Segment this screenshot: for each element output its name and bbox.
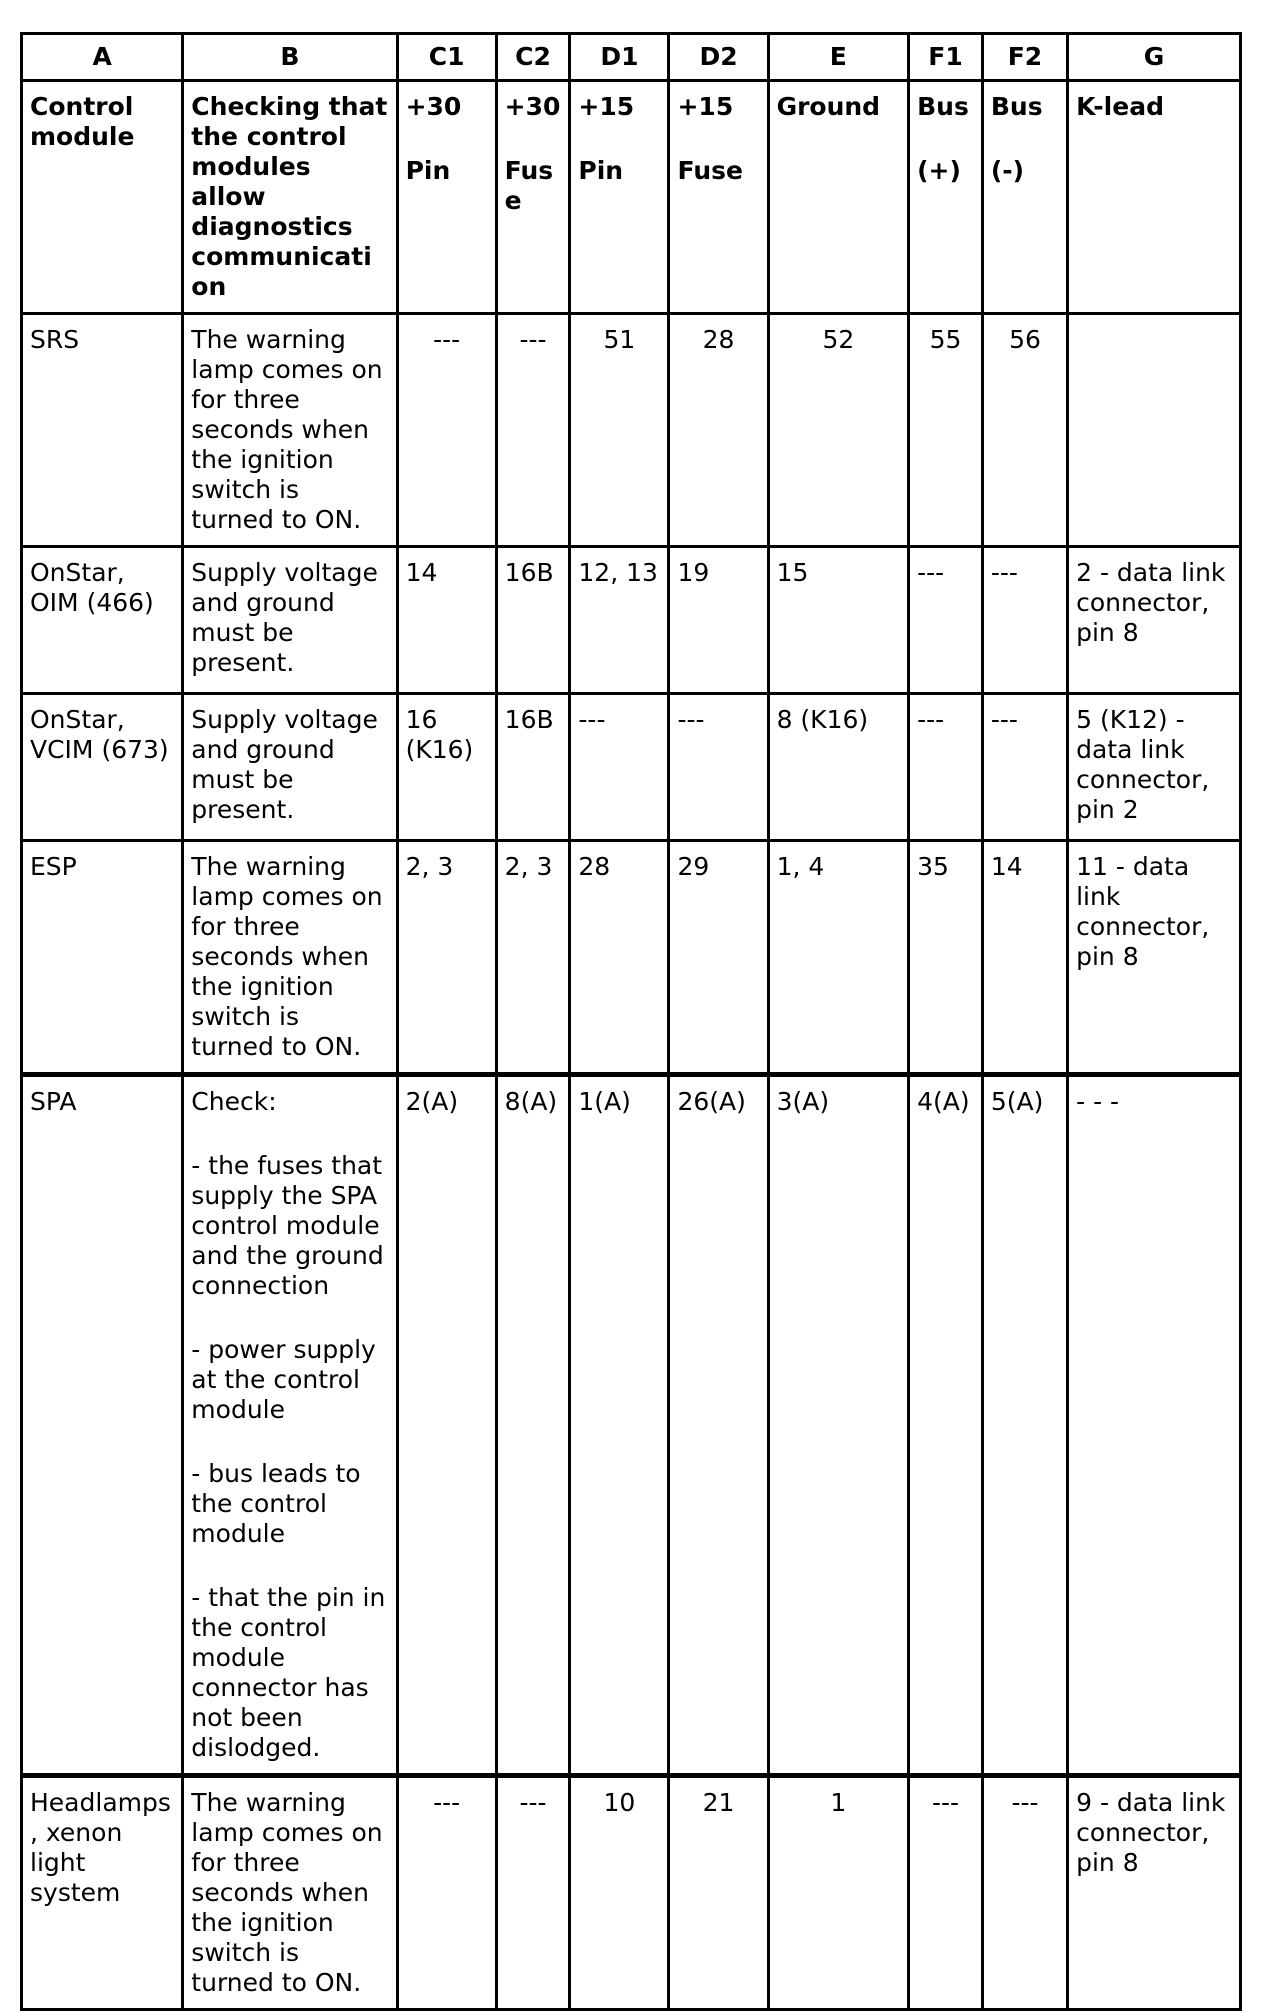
cell-c2: 2, 3 <box>496 841 570 1075</box>
header-d1-top: +15 <box>578 92 635 121</box>
cell-c2: 16B <box>496 547 570 694</box>
header-c2-top: +30 <box>504 92 561 121</box>
header-c1-top: +30 <box>405 92 462 121</box>
check-item: - power supply at the control module <box>191 1335 376 1424</box>
header-d1-bottom: Pin <box>578 156 624 185</box>
check-item: - that the pin in the control module connector has not been dislodged. <box>191 1583 386 1762</box>
column-letter: A <box>22 34 183 81</box>
column-letter: D1 <box>570 34 669 81</box>
cell-c2: 8(A) <box>496 1075 570 1776</box>
table-row <box>22 1776 1241 2010</box>
header-f1-top: Bus <box>917 92 969 121</box>
cell-f2: --- <box>982 547 1067 694</box>
cell-f2: --- <box>982 1776 1067 2010</box>
header-d1 <box>570 81 669 314</box>
cell-check: The warning lamp comes on for three seconds when the ignition switch is turned to ON. <box>183 841 397 1075</box>
cell-f1: --- <box>909 694 983 841</box>
cell-e: 1 <box>768 1776 909 2010</box>
cell-g <box>1068 314 1241 547</box>
diagnostics-table-container <box>20 32 1242 2011</box>
cell-e: 8 (K16) <box>768 694 909 841</box>
cell-c1: --- <box>397 314 496 547</box>
header-ground: Ground <box>768 81 909 314</box>
cell-f1: 4(A) <box>909 1075 983 1776</box>
table-row <box>22 1075 1241 1776</box>
header-k-lead: K-lead <box>1068 81 1241 314</box>
cell-c2: --- <box>496 1776 570 2010</box>
cell-f1: --- <box>909 1776 983 2010</box>
column-letter: D2 <box>669 34 768 81</box>
cell-g: 2 - data link connector, pin 8 <box>1068 547 1241 694</box>
cell-d1: 1(A) <box>570 1075 669 1776</box>
cell-c1: 14 <box>397 547 496 694</box>
column-letter: G <box>1068 34 1241 81</box>
cell-check: The warning lamp comes on for three seconds when the ignition switch is turned to ON. <box>183 1776 397 2010</box>
cell-d1: 12, 13 <box>570 547 669 694</box>
cell-c1: 2(A) <box>397 1075 496 1776</box>
cell-d1: 28 <box>570 841 669 1075</box>
header-f2-bottom: (-) <box>990 156 1025 185</box>
check-intro: Check: <box>191 1087 277 1116</box>
table-row <box>22 694 1241 841</box>
cell-f1: --- <box>909 547 983 694</box>
cell-c1: --- <box>397 1776 496 2010</box>
header-d2-top: +15 <box>677 92 734 121</box>
header-f2-top: Bus <box>990 92 1043 121</box>
header-d2 <box>669 81 768 314</box>
cell-module: OnStar, VCIM (673) <box>22 694 183 841</box>
column-header-row <box>22 81 1241 314</box>
cell-module: OnStar, OIM (466) <box>22 547 183 694</box>
header-c2-bottom: Fuse <box>504 156 554 215</box>
cell-e: 52 <box>768 314 909 547</box>
header-checking: Checking that the control modules allow diagnostics communication <box>183 81 397 314</box>
cell-c2: --- <box>496 314 570 547</box>
cell-g: 9 - data link connector, pin 8 <box>1068 1776 1241 2010</box>
cell-e: 1, 4 <box>768 841 909 1075</box>
column-letter: B <box>183 34 397 81</box>
cell-c2: 16B <box>496 694 570 841</box>
cell-module: ESP <box>22 841 183 1075</box>
cell-check: The warning lamp comes on for three seconds when the ignition switch is turned to ON. <box>183 314 397 547</box>
cell-f2: 56 <box>982 314 1067 547</box>
cell-d1: --- <box>570 694 669 841</box>
cell-check <box>183 1075 397 1776</box>
table-row <box>22 841 1241 1075</box>
check-item: - the fuses that supply the SPA control module and the ground connection <box>191 1151 384 1300</box>
cell-c1: 16 (K16) <box>397 694 496 841</box>
cell-g: 5 (K12) - data link connector, pin 2 <box>1068 694 1241 841</box>
cell-d1: 51 <box>570 314 669 547</box>
column-letter: E <box>768 34 909 81</box>
header-c2 <box>496 81 570 314</box>
cell-module: SPA <box>22 1075 183 1776</box>
cell-d2: 19 <box>669 547 768 694</box>
check-item: - bus leads to the control module <box>191 1459 361 1548</box>
cell-d2: 26(A) <box>669 1075 768 1776</box>
cell-e: 3(A) <box>768 1075 909 1776</box>
cell-f1: 35 <box>909 841 983 1075</box>
header-d2-bottom: Fuse <box>677 156 743 185</box>
cell-f2: --- <box>982 694 1067 841</box>
cell-g: 11 - data link connector, pin 8 <box>1068 841 1241 1075</box>
column-letter: F1 <box>909 34 983 81</box>
cell-d2: 29 <box>669 841 768 1075</box>
cell-f2: 14 <box>982 841 1067 1075</box>
cell-f1: 55 <box>909 314 983 547</box>
header-c1-bottom: Pin <box>405 156 451 185</box>
cell-module: SRS <box>22 314 183 547</box>
cell-module: Headlamps, xenon light system <box>22 1776 183 2010</box>
cell-d2: --- <box>669 694 768 841</box>
column-letter: F2 <box>982 34 1067 81</box>
column-letter: C1 <box>397 34 496 81</box>
header-f1 <box>909 81 983 314</box>
cell-d2: 28 <box>669 314 768 547</box>
diagnostics-table <box>20 32 1242 2011</box>
cell-d2: 21 <box>669 1776 768 2010</box>
column-letter-row <box>22 34 1241 81</box>
cell-e: 15 <box>768 547 909 694</box>
cell-c1: 2, 3 <box>397 841 496 1075</box>
cell-d1: 10 <box>570 1776 669 2010</box>
header-c1 <box>397 81 496 314</box>
table-row <box>22 314 1241 547</box>
column-letter: C2 <box>496 34 570 81</box>
table-row <box>22 547 1241 694</box>
cell-g: - - - <box>1068 1075 1241 1776</box>
cell-check: Supply voltage and ground must be present. <box>183 547 397 694</box>
cell-f2: 5(A) <box>982 1075 1067 1776</box>
header-control-module: Control module <box>22 81 183 314</box>
cell-check: Supply voltage and ground must be present. <box>183 694 397 841</box>
header-f2 <box>982 81 1067 314</box>
header-f1-bottom: (+) <box>917 156 961 185</box>
